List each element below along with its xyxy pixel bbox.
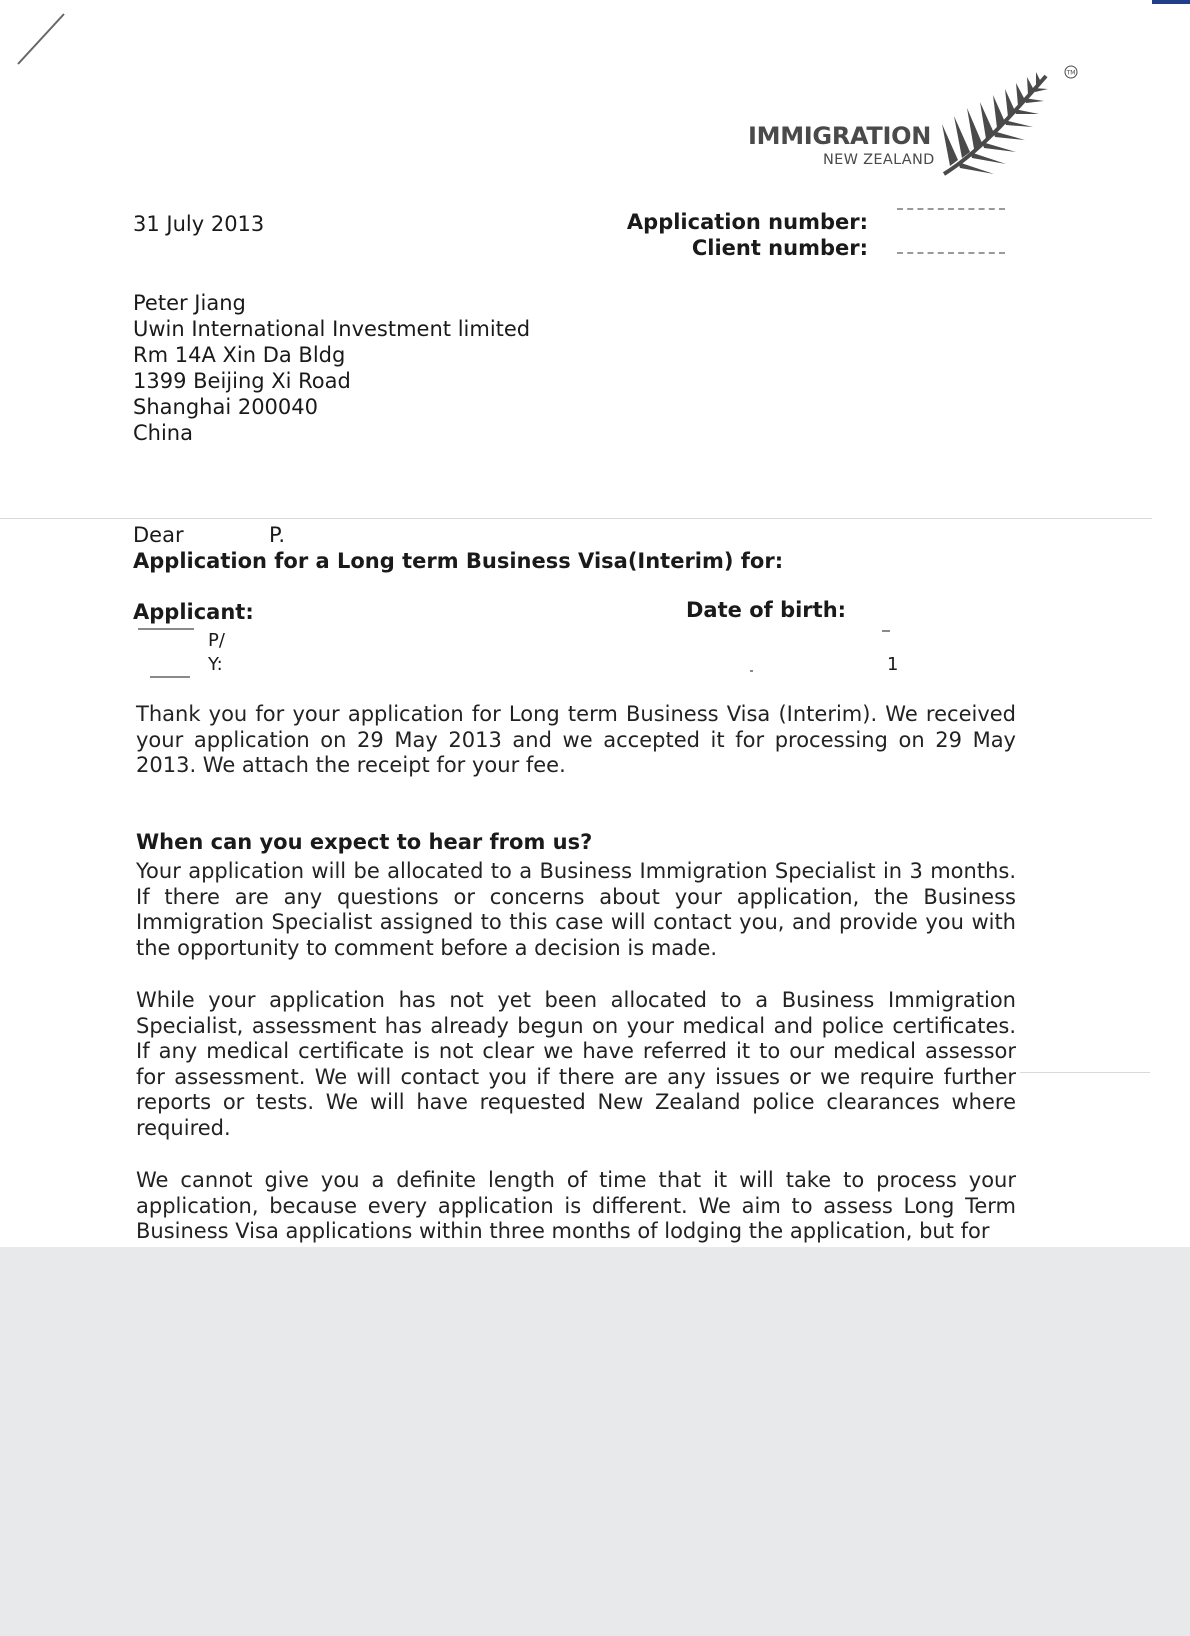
section-heading: When can you expect to hear from us? — [136, 830, 593, 854]
address-line: 1399 Beijing Xi Road — [133, 369, 351, 393]
assessment-paragraph: While your application has not yet been allocated to a Business Immigration Specialist, assessment has already begun on your medical and police certificates. If any medical certificate is not clear we have referred it to our medical assessor for assessment. We will contact you if there are any issues or we require further reports or tests. We will have requested New Zealand police clearances where required. — [136, 988, 1016, 1140]
redaction-fragment — [882, 630, 890, 632]
intro-paragraph: Thank you for your application for Long term Business Visa (Interim). We received your application on 29 May 2013 and we accepted it for processing on 29 May 2013. We attach the receipt for your fee. — [136, 702, 1016, 777]
application-number-label: Application number: — [626, 210, 868, 234]
dob-label: Date of birth: — [686, 598, 847, 622]
address-line: Rm 14A Xin Da Bldg — [133, 343, 346, 367]
silver-fern-icon — [936, 62, 1082, 182]
recipient-address — [133, 290, 530, 446]
timing-paragraph: We cannot give you a definite length of time that it will take to process your application, because every application is different. We aim to assess Long Term Business Visa applications within three months of lodging the application, but for — [136, 1168, 1016, 1243]
redaction-fragment — [150, 676, 190, 678]
client-number-redacted — [897, 252, 1005, 254]
trademark-symbol: TM — [1066, 69, 1076, 77]
address-line: China — [133, 421, 193, 445]
applicant-label: Applicant: — [133, 600, 254, 624]
immigration-nz-logo — [740, 62, 1080, 182]
salutation-prefix: Dear — [133, 523, 184, 547]
letter-subject: Application for a Long term Business Visa(Interim) for: — [133, 549, 784, 573]
application-number-redacted — [897, 208, 1005, 220]
address-line: Uwin International Investment limited — [133, 317, 531, 341]
salutation-visible: P. — [268, 523, 286, 547]
scan-artifact-line — [0, 518, 1152, 519]
pen-stroke-mark — [10, 8, 70, 68]
redaction-fragment — [750, 670, 753, 672]
allocation-paragraph: Your application will be allocated to a Business Immigration Specialist in 3 months. If there are any questions or concerns about your application, the Business Immigration Specialist assigned to this case will contact you, and provide you with the opportunity to comment before a decision is made. — [136, 859, 1016, 960]
salutation — [133, 522, 285, 548]
redaction-fragment — [138, 628, 194, 630]
applicant-name-fragment: Y: — [208, 654, 223, 675]
letter-date: 31 July 2013 — [133, 212, 265, 236]
blank-scan-area — [0, 1247, 1190, 1636]
address-line: Peter Jiang — [133, 291, 246, 315]
logo-wordmark: IMMIGRATION — [748, 122, 932, 150]
applicant-name-fragment: P/ — [208, 630, 225, 651]
client-number-label: Client number: — [691, 236, 868, 260]
address-line: Shanghai 200040 — [133, 395, 319, 419]
scan-edge-mark — [1152, 0, 1190, 4]
logo-subtitle: NEW ZEALAND — [823, 152, 935, 168]
reference-labels — [600, 209, 868, 261]
dob-fragment: 1 — [887, 654, 899, 675]
scan-artifact-line — [1020, 1072, 1150, 1073]
